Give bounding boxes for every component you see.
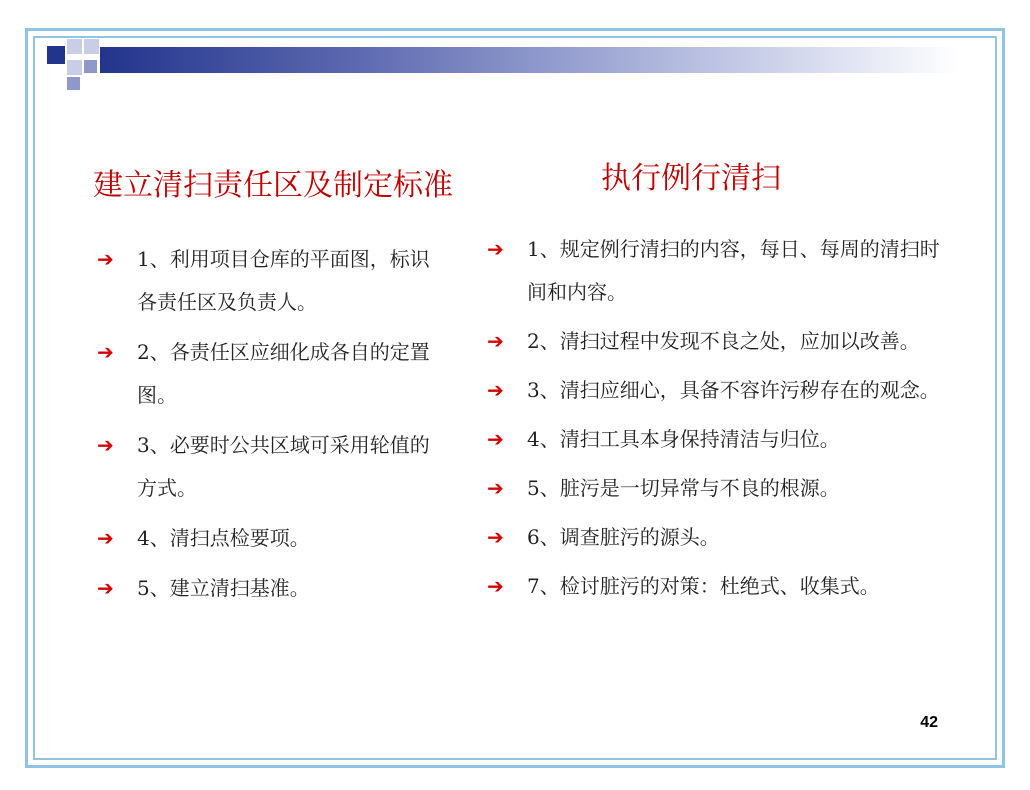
list-item-text: 1、规定例行清扫的内容，每日、每周的清扫时间和内容。	[527, 237, 940, 304]
right-heading: 执行例行清扫	[601, 161, 781, 196]
red-arrow-bullet-icon: ➔	[97, 576, 114, 600]
right-bullet-list	[487, 228, 957, 614]
red-arrow-bullet-icon: ➔	[487, 329, 504, 353]
list-item	[97, 517, 447, 560]
red-arrow-bullet-icon: ➔	[97, 526, 114, 550]
deco-square-light	[84, 39, 99, 54]
red-arrow-bullet-icon: ➔	[487, 525, 504, 549]
list-item-text: 2、各责任区应细化成各自的定置图。	[137, 340, 430, 407]
red-arrow-bullet-icon: ➔	[97, 433, 114, 457]
left-heading: 建立清扫责任区及制定标准	[93, 168, 453, 203]
red-arrow-bullet-icon: ➔	[487, 574, 504, 598]
list-item-text: 4、清扫点检要项。	[137, 526, 310, 550]
page-number: 42	[920, 714, 938, 731]
list-item-text: 4、清扫工具本身保持清洁与归位。	[527, 427, 840, 451]
list-item	[97, 567, 447, 610]
left-bullet-list	[97, 238, 447, 617]
list-item-text: 3、必要时公共区域可采用轮值的方式。	[137, 433, 430, 500]
deco-square-dark	[47, 46, 65, 64]
list-item	[97, 424, 447, 510]
list-item	[487, 565, 957, 608]
list-item	[487, 320, 957, 363]
deco-gradient-bar	[100, 47, 960, 73]
red-arrow-bullet-icon: ➔	[487, 237, 504, 261]
list-item	[487, 516, 957, 559]
deco-square-light	[67, 39, 82, 54]
list-item	[97, 238, 447, 324]
red-arrow-bullet-icon: ➔	[97, 340, 114, 364]
deco-square-mid	[84, 60, 97, 73]
list-item-text: 5、建立清扫基准。	[137, 576, 310, 600]
deco-square-mid	[67, 77, 80, 90]
deco-square-light	[67, 60, 82, 75]
list-item-text: 6、调查脏污的源头。	[527, 525, 720, 549]
red-arrow-bullet-icon: ➔	[487, 476, 504, 500]
red-arrow-bullet-icon: ➔	[487, 427, 504, 451]
list-item-text: 7、检讨脏污的对策：杜绝式、收集式。	[527, 574, 880, 598]
list-item-text: 2、清扫过程中发现不良之处，应加以改善。	[527, 329, 920, 353]
list-item	[97, 331, 447, 417]
list-item	[487, 228, 957, 314]
list-item-text: 3、清扫应细心，具备不容许污秽存在的观念。	[527, 378, 940, 402]
red-arrow-bullet-icon: ➔	[97, 247, 114, 271]
list-item-text: 5、脏污是一切异常与不良的根源。	[527, 476, 840, 500]
list-item	[487, 418, 957, 461]
red-arrow-bullet-icon: ➔	[487, 378, 504, 402]
list-item	[487, 467, 957, 510]
list-item	[487, 369, 957, 412]
list-item-text: 1、利用项目仓库的平面图，标识各责任区及负责人。	[137, 247, 430, 314]
